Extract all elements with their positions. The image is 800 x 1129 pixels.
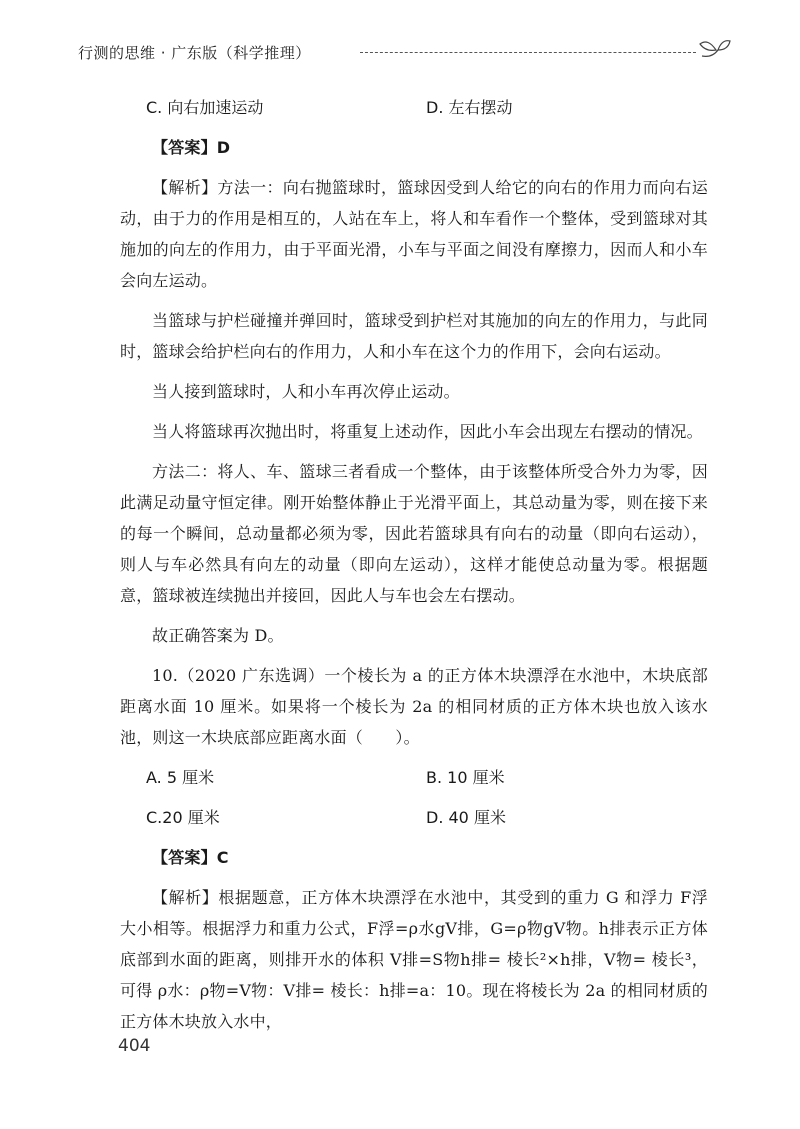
q10-option-a: A. 5 厘米 — [146, 768, 215, 787]
q9-analysis-method-one: 【解析】方法一：向右抛篮球时，篮球因受到人给它的向右的作用力而向右运动，由于力的作用是相互的，人站在车上，将人和车看作一个整体，受到篮球对其施加的向左的作用力，由于平面光滑，小车与平面之间没有摩擦力，因而人和小车会向左运动。 — [120, 178, 708, 290]
q9-answer: 【答案】D — [152, 138, 231, 157]
header-title: 行测的思维 · 广东版（科学推理） — [78, 44, 311, 62]
q10-options-row-1 — [120, 762, 708, 793]
sprout-icon — [698, 36, 732, 62]
page-number: 404 — [118, 1036, 151, 1056]
q9-option-c: C. 向右加速运动 — [146, 98, 264, 117]
q9-analysis-rebound: 当篮球与护栏碰撞并弹回时，篮球受到护栏对其施加的向左的作用力，与此同时，篮球会给护栏向右的作用力，人和小车在这个力的作用下，会向右运动。 — [120, 311, 708, 361]
q9-analysis-method-two: 方法二：将人、车、篮球三者看成一个整体，由于该整体所受合外力为零，因此满足动量守恒定律。刚开始整体静止于光滑平面上，其总动量为零，则在接下来的每一个瞬间，总动量都必须为零，因此若篮球具有向右的动量（即向右运动），则人与车必然具有向左的动量（即向左运动），这样才能使总动量为零。根据题意，篮球被连续抛出并接回，因此人与车也会左右摆动。 — [120, 462, 708, 605]
q10-option-d: D. 40 厘米 — [426, 808, 506, 827]
q10-answer: 【答案】C — [152, 848, 229, 867]
header-rule — [360, 52, 696, 53]
q10-option-b: B. 10 厘米 — [426, 768, 505, 787]
q9-analysis-catch: 当人接到篮球时，人和小车再次停止运动。 — [152, 382, 460, 401]
q9-analysis-repeat: 当人将篮球再次抛出时，将重复上述动作，因此小车会出现左右摆动的情况。 — [152, 422, 703, 441]
q10-option-c: C.20 厘米 — [146, 808, 220, 827]
q9-conclusion: 故正确答案为 D。 — [152, 626, 284, 645]
q10-options-row-2 — [120, 802, 708, 833]
running-header — [78, 36, 728, 66]
q10-analysis: 【解析】根据题意，正方体木块漂浮在水池中，其受到的重力 G 和浮力 F浮大小相等。根据浮力和重力公式，F浮=ρ水gV排，G=ρ物gV物。h排表示正方体底部到水面的距离，则排开水的体积 V排=S物h排= 棱长²×h排，V物= 棱长³，可得 ρ水：ρ物=V物：V排= 棱长：h排=a：10。现在将棱长为 2a 的相同材质的正方体木块放入水中， — [120, 888, 708, 1031]
q9-options — [120, 92, 708, 123]
q10-question: 10.（2020 广东选调）一个棱长为 a 的正方体木块漂浮在水池中，木块底部距离水面 10 厘米。如果将一个棱长为 2a 的相同材质的正方体木块也放入该水池，则这一木块底部应距离水面（ ）。 — [120, 666, 708, 747]
q9-option-d: D. 左右摆动 — [426, 98, 513, 117]
page-body — [120, 92, 708, 1046]
